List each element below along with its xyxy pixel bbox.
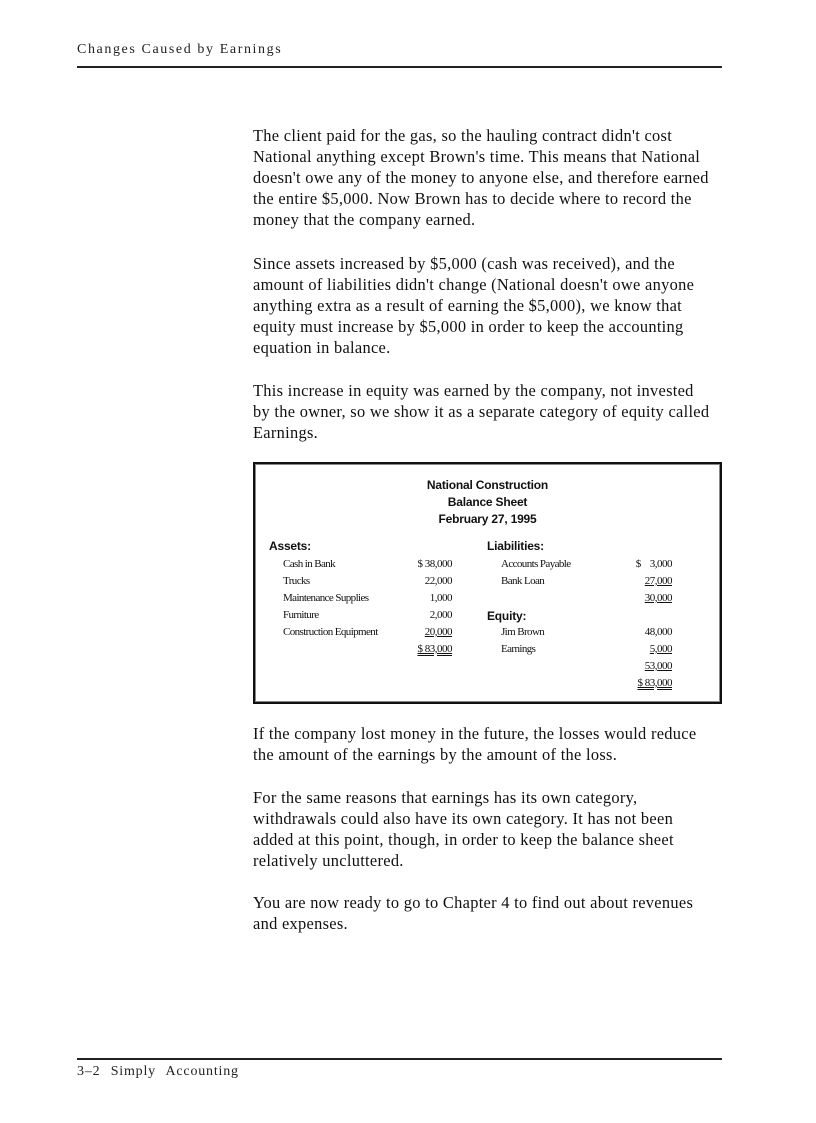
equity-label: Earnings [501,643,536,655]
asset-label: Maintenance Supplies [283,592,369,604]
page-footer [77,1064,239,1080]
asset-label: Cash in Bank [283,558,336,570]
liabilities-heading: Liabilities: [487,539,544,553]
paragraph: You are now ready to go to Chapter 4 to find out about revenues and expenses. [253,893,694,933]
assets-total: $ 83,000 [417,643,452,655]
balance-sheet-title: Balance Sheet [447,495,528,509]
liabilities-equity-total: $ 83,000 [637,677,672,689]
equity-value: 5,000 [649,643,672,655]
asset-label: Construction Equipment [283,626,378,638]
header-rule [77,66,722,68]
book-title: Simply Accounting [110,1064,239,1079]
balance-sheet-date: February 27, 1995 [438,512,537,526]
equity-label: Jim Brown [501,626,545,638]
equity-heading: Equity: [487,609,527,623]
asset-label: Furniture [283,609,319,621]
asset-label: Trucks [283,575,310,587]
running-header: Changes Caused by Earnings [77,42,283,57]
liability-value: 27,000 [644,575,672,587]
liabilities-total: 30,000 [644,592,672,604]
equity-value: 48,000 [644,626,672,638]
assets-heading: Assets: [269,539,311,553]
paragraph: This increase in equity was earned by the company, not invested by the owner, so we show it as a separate category of equity called Earnings. [253,381,710,442]
asset-value: 20,000 [424,626,452,638]
page-number: 3–2 [77,1064,101,1079]
equity-total: 53,000 [644,660,672,672]
liability-label: Accounts Payable [501,558,571,570]
asset-value: 1,000 [429,592,452,604]
asset-value: 2,000 [429,609,452,621]
paragraph: If the company lost money in the future, the losses would reduce the amount of the earnings by the amount of the loss. [253,724,697,764]
paragraph: The client paid for the gas, so the hauling contract didn't cost National anything except Brown's time. This means that National doesn't owe any of the money to anyone else, and therefore earned the entire $5,000. Now Brown has to decide where to record the money that the company earned. [253,126,709,229]
balance-sheet-company: National Construction [426,478,549,492]
paragraph: Since assets increased by $5,000 (cash was received), and the amount of liabilities didn't change (National doesn't owe anyone anything extra as a result of earning the $5,000), we know that equity must increase by $5,000 in order to keep the accounting equation in balance. [253,254,695,357]
balance-sheet [253,462,722,704]
footer-rule [77,1058,722,1060]
asset-value: 22,000 [424,575,452,587]
asset-value: $ 38,000 [417,558,452,570]
liability-value: $ 3,000 [635,558,672,570]
liability-label: Bank Loan [501,575,545,587]
paragraph: For the same reasons that earnings has its own category, withdrawals could also have its own category. It has not been added at this point, though, in order to keep the balance sheet relatively uncluttered. [253,788,674,870]
